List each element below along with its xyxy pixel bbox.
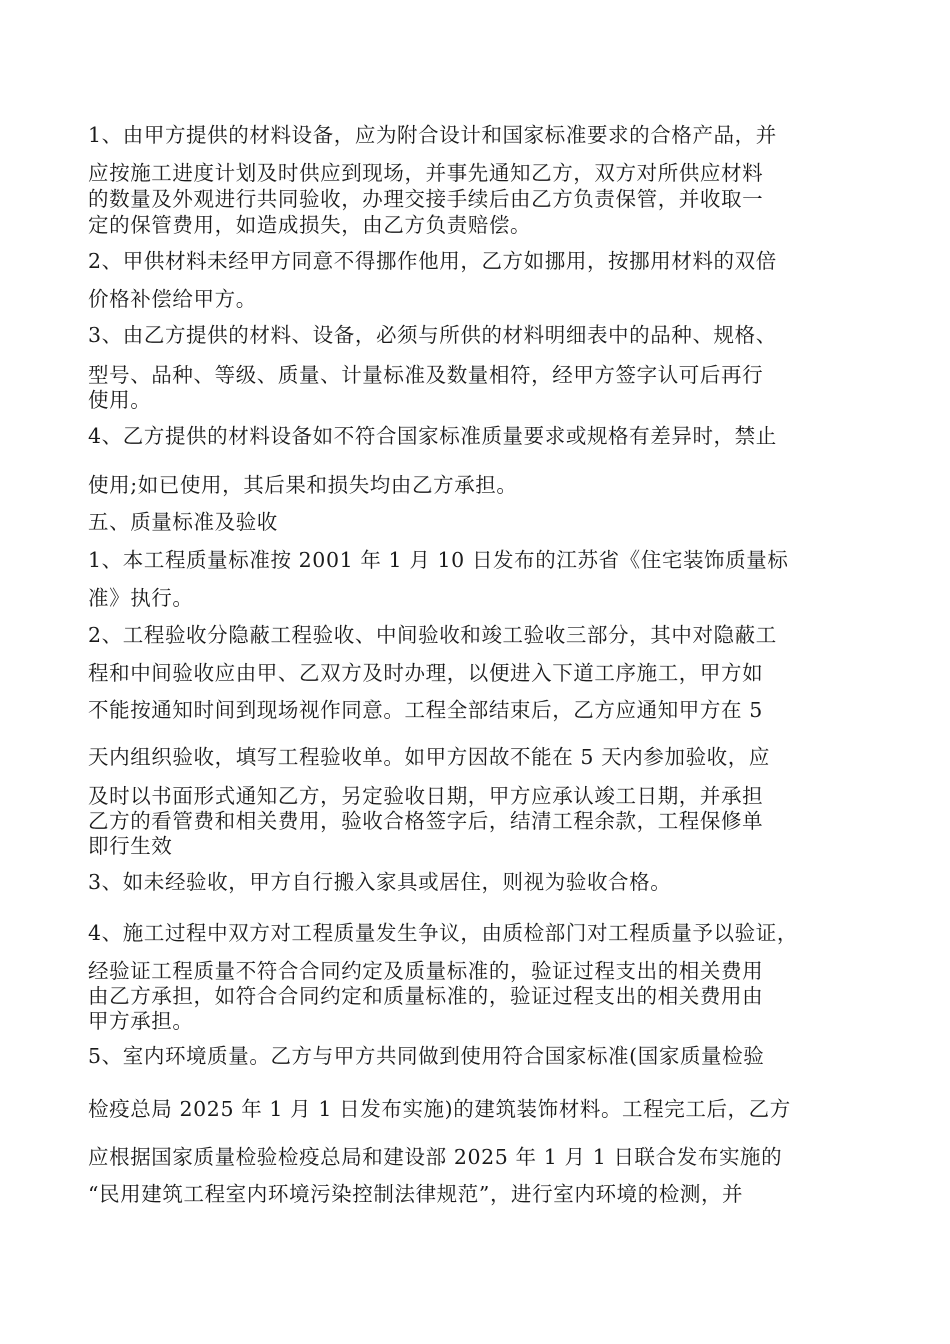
text-line: 4、乙方提供的材料设备如不符合国家标准质量要求或规格有差异时，禁止 xyxy=(88,424,777,448)
text-line: 天内组织验收，填写工程验收单。如甲方因故不能在 5 天内参加验收，应 xyxy=(88,745,770,769)
text-line: 经验证工程质量不符合合同约定及质量标准的，验证过程支出的相关费用 xyxy=(88,959,764,983)
text-line: 5、室内环境质量。乙方与甲方共同做到使用符合国家标准(国家质量检验 xyxy=(88,1044,765,1068)
text-line: 准》执行。 xyxy=(88,586,194,610)
text-line: 价格补偿给甲方。 xyxy=(88,287,257,311)
text-line: 应按施工进度计划及时供应到现场，并事先通知乙方，双方对所供应材料 xyxy=(88,161,764,185)
text-line: 使用。 xyxy=(88,388,152,412)
document-page xyxy=(88,0,878,1344)
text-line: 不能按通知时间到现场视作同意。工程全部结束后，乙方应通知甲方在 5 xyxy=(88,698,763,722)
text-line: 及时以书面形式通知乙方，另定验收日期，甲方应承认竣工日期，并承担 xyxy=(88,784,764,808)
text-line: 1、由甲方提供的材料设备，应为附合设计和国家标准要求的合格产品，并 xyxy=(88,123,777,147)
text-line: 应根据国家质量检验检疫总局和建设部 2025 年 1 月 1 日联合发布实施的 xyxy=(88,1145,783,1169)
text-line: 乙方的看管费和相关费用，验收合格签字后，结清工程余款，工程保修单 xyxy=(88,809,764,833)
text-line: 程和中间验收应由甲、乙双方及时办理，以便进入下道工序施工，甲方如 xyxy=(88,661,764,685)
text-line: 即行生效 xyxy=(88,834,173,858)
text-line: 1、本工程质量标准按 2001 年 1 月 10 日发布的江苏省《住宅装饰质量标 xyxy=(88,548,789,572)
section-heading: 五、质量标准及验收 xyxy=(88,510,278,534)
text-line: 甲方承担。 xyxy=(88,1009,194,1033)
text-line: 的数量及外观进行共同验收，办理交接手续后由乙方负责保管，并收取一 xyxy=(88,187,764,211)
text-line: 由乙方承担，如符合合同约定和质量标准的，验证过程支出的相关费用由 xyxy=(88,984,764,1008)
text-line: 2、甲供材料未经甲方同意不得挪作他用，乙方如挪用，按挪用材料的双倍 xyxy=(88,249,777,273)
text-line: “民用建筑工程室内环境污染控制法律规范”，进行室内环境的检测，并 xyxy=(88,1182,744,1206)
text-line: 2、工程验收分隐蔽工程验收、中间验收和竣工验收三部分，其中对隐蔽工 xyxy=(88,623,777,647)
text-line: 3、由乙方提供的材料、设备，必须与所供的材料明细表中的品种、规格、 xyxy=(88,323,777,347)
text-line: 3、如未经验收，甲方自行搬入家具或居住，则视为验收合格。 xyxy=(88,870,672,894)
text-line: 检疫总局 2025 年 1 月 1 日发布实施)的建筑装饰材料。工程完工后，乙方 xyxy=(88,1097,791,1121)
text-line: 4、施工过程中双方对工程质量发生争议，由质检部门对工程质量予以验证， xyxy=(88,921,798,945)
text-line: 使用;如已使用，其后果和损失均由乙方承担。 xyxy=(88,473,518,497)
text-line: 定的保管费用，如造成损失，由乙方负责赔偿。 xyxy=(88,213,532,237)
text-line: 型号、品种、等级、质量、计量标准及数量相符，经甲方签字认可后再行 xyxy=(88,363,764,387)
